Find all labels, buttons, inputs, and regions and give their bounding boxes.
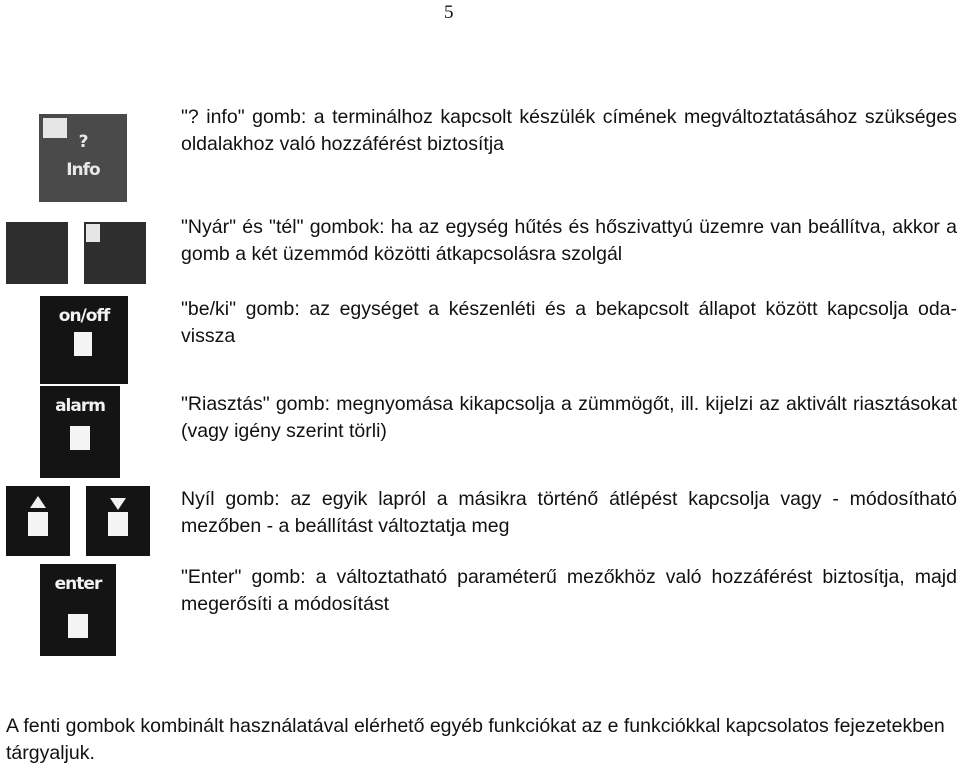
enter-button-icon bbox=[40, 564, 116, 656]
arrow-up-button-icon bbox=[6, 486, 70, 556]
on-off-button-icon bbox=[40, 296, 128, 384]
info-label: Info bbox=[66, 160, 100, 180]
footer-paragraph: A fenti gombok kombinált használatával elérhető egyéb funkciókat az e funkciókkal kapcsolatos fejezetekben tárgyaljuk. bbox=[6, 715, 945, 764]
summer-winter-description: "Nyár" és "tél" gombok: ha az egység hűtés és hőszivattyú üzemre van beállítva, akkor a gomb a két üzemmód közötti átkapcsolásra szolgál bbox=[181, 216, 957, 265]
winter-button-icon bbox=[84, 222, 146, 284]
alarm-description: "Riasztás" gomb: megnyomása kikapcsolja a zümmögőt, ill. kijelzi az aktivált riasztásokat (vagy igény szerint törli) bbox=[181, 393, 957, 442]
arrow-down-button-icon bbox=[86, 486, 150, 556]
page-number: 5 bbox=[444, 2, 454, 23]
enter-description: "Enter" gomb: a változtatható paraméterű mezőkhöz való hozzáférést biztosítja, majd megerősíti a módosítást bbox=[181, 566, 957, 615]
enter-label: enter bbox=[54, 574, 102, 594]
summer-button-icon bbox=[6, 222, 68, 284]
question-info-button-icon bbox=[39, 114, 127, 202]
info-button-description: "? info" gomb: a terminálhoz kapcsolt készülék címének megváltoztatásához szükséges oldalakhoz való hozzáférést biztosítja bbox=[181, 106, 957, 155]
question-mark-label: ? bbox=[78, 132, 88, 152]
on-off-label: on/off bbox=[58, 306, 110, 326]
alarm-label: alarm bbox=[55, 396, 105, 416]
arrow-description: Nyíl gomb: az egyik lapról a másikra történő átlépést kapcsolja vagy - módosítható mezőben - a beállítást változtatja meg bbox=[181, 488, 957, 537]
alarm-button-icon bbox=[40, 386, 120, 478]
on-off-description: "be/ki" gomb: az egységet a készenléti és a bekapcsolt állapot között kapcsolja oda-vissza bbox=[181, 298, 957, 347]
